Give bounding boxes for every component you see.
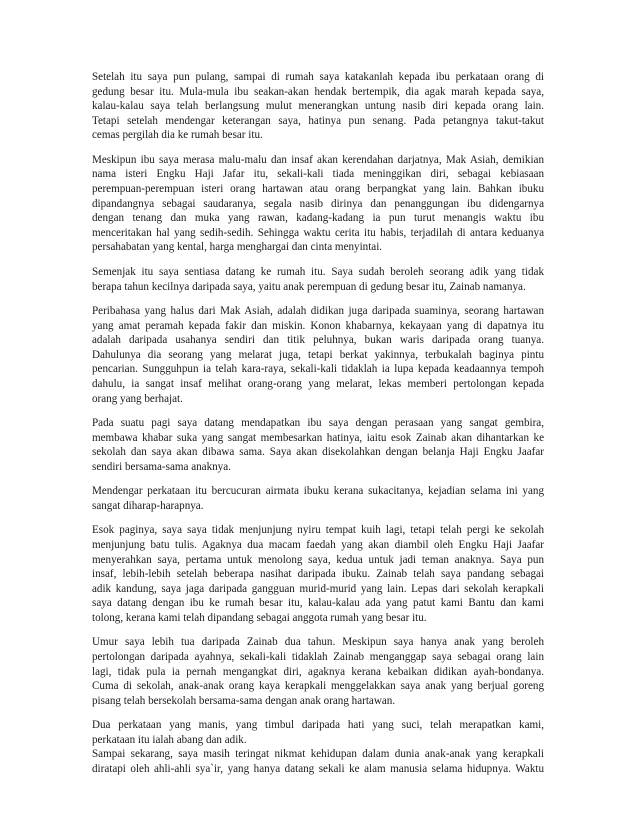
text-line: persahabatan yang kental, harga menghargai dan cinta menyintai. (92, 241, 383, 254)
paragraph (92, 718, 544, 776)
text-line: gedung besar itu. Mula-mula ibu seakan-akan hendak bertempik, dia agak marah kepada saya, (92, 85, 544, 98)
text-line: nama isteri Engku Haji Jafar itu, sekali-kali tiada meninggikan diri, sebagai kebiasaan (92, 168, 544, 181)
text-line: pertolongan daripada ayahnya, sekali-kali tidaklah Zainab menganggap saya sebagai orang lain (92, 651, 544, 664)
text-line: berapa tahun kecilnya daripada saya, yaitu anak perempuan di gedung besar itu, Zainab namanya. (92, 280, 526, 293)
text-line: Mendengar perkataan itu bercucuran airmata ibuku kerana sukacitanya, kejadian selama ini yang (92, 485, 544, 498)
text-line: sekolah dan saya akan dibawa sama. Saya akan disekolahkan dengan belanja Haji Engku Jaafar (92, 446, 544, 459)
text-line: Dahulunya dia seorang yang melarat juga, tetapi berkat yakinnya, terbukalah baginya pintu (92, 348, 544, 361)
text-line: orang yang berhajat. (92, 392, 183, 405)
text-line: menyerahkan saya, pertama untuk menolong saya, kedua untuk jadi teman anaknya. Saya pun (92, 553, 544, 566)
text-line: diratapi oleh ahli-ahli sya`ir, yang hanya datang sekali ke alam manusia selama hidupnya. Waktu (92, 763, 544, 776)
text-line: Pada suatu pagi saya datang mendapatkan ibu saya dengan perasaan yang sangat gembira, (92, 417, 544, 430)
text-line: insaf, lebih-lebih setelah beberapa nasihat daripada ibuku. Zainab telah saya pandang sebagai (92, 568, 544, 581)
text-line: Esok paginya, saya saya tidak menjunjung nyiru tempat kuih lagi, tetapi telah pergi ke sekolah (92, 524, 544, 537)
text-line: dengan tenang dan muka yang rawan, kadang-kadang ia pun turut menangis waktu ibu (92, 212, 544, 225)
text-line: pencarian. Sungguhpun ia telah kara-raya, sekali-kali tidaklah ia lupa kepada keadaannya tempoh (92, 363, 544, 376)
text-line: yang amat peramah kepada fakir dan miskin. Konon khabarnya, kekayaan yang di dapatnya itu (92, 319, 544, 332)
text-line: sangat diharap-harapnya. (92, 499, 204, 512)
text-line: cemas pergilah dia ke rumah besar itu. (92, 129, 263, 142)
paragraph (92, 416, 544, 474)
text-line: menceritakan hal yang sedih-sedih. Sehingga waktu cerita itu habis, terjadilah di antara keduanya (92, 226, 544, 239)
text-line: Umur saya lebih tua daripada Zainab dua tahun. Meskipun saya hanya anak yang beroleh (92, 636, 544, 649)
paragraph (92, 265, 544, 294)
paragraph (92, 484, 544, 513)
text-line: menjunjung batu tulis. Agaknya dua macam faedah yang akan diambil oleh Engku Haji Jaafar (92, 538, 544, 551)
text-line: Cuma di sekolah, anak-anak orang kaya kerapkali menggelakkan saya anak yang berjual goreng (92, 680, 544, 693)
text-line: adalah daripada usahanya sendiri dan titik peluhnya, bukan waris daripada orang tuanya. (92, 334, 544, 347)
text-line: saya datang dengan ibu ke rumah besar itu, kalau-kalau ada yang patut kami Bantu dan kami (92, 597, 544, 610)
text-line: sendiri bersama-sama anaknya. (92, 460, 231, 473)
paragraph (92, 304, 544, 406)
text-line: Setelah itu saya pun pulang, sampai di rumah saya katakanlah kepada ibu perkataan orang di (92, 71, 544, 83)
text-line: kalau-kalau saya telah berlangsung mulut menerangkan untung nasib diri kepada orang lain. (92, 100, 544, 113)
text-line: perempuan-perempuan isteri orang hartawan atau orang berpangkat yang lain. Bahkan ibuku (92, 183, 544, 196)
text-line: dahulu, ia sangat insaf melihat orang-orang yang melarat, lekas memberi pertolongan kepada (92, 377, 544, 390)
text-line: Meskipun ibu saya merasa malu-malu dan insaf akan kerendahan darjatnya, Mak Asiah, demikian (92, 153, 544, 166)
text-line: lagi, tidak pula ia pernah mengangkat diri, agaknya kerana kebaikan didikan ayah-bondanya. (92, 665, 544, 678)
text-line: Sampai sekarang, saya masih teringat nikmat kehidupan dalam dunia anak-anak yang kerapkali (92, 748, 544, 761)
paragraph (92, 635, 544, 708)
paragraph (92, 153, 544, 255)
text-line: pisang telah bersekolah bersama-sama dengan anak orang hartawan. (92, 694, 396, 707)
text-line: membawa khabar suka yang sangat membesarkan hatinya, iaitu esok Zainab akan dihantarkan ke (92, 431, 544, 444)
document-page (92, 70, 544, 777)
text-line: perkataan itu ialah abang dan adik. (92, 733, 247, 746)
text-line: Semenjak itu saya sentiasa datang ke rumah itu. Saya sudah beroleh seorang adik yang tidak (92, 265, 544, 278)
text-line: Dua perkataan yang manis, yang timbul daripada hati yang suci, telah merapatkan kami, (92, 719, 544, 732)
text-line: adik kandung, saya jaga daripada gangguan murid-murid yang lain. Lepas dari sekolah kerapkali (92, 582, 544, 595)
text-line: tolong, kerana kami telah dipandang sebagai anggota rumah yang besar itu. (92, 611, 427, 624)
text-line: Tetapi setelah mendengar keterangan saya, hatinya pun senang. Pada petangnya takut-takut (92, 114, 544, 127)
text-line: dipandangnya sebagai saudaranya, segala nasib dirinya dan penanggungan ibu didengarnya (92, 197, 544, 210)
text-line: Peribahasa yang halus dari Mak Asiah, adalah didikan juga daripada suaminya, seorang hartawan (92, 304, 544, 317)
paragraph (92, 70, 544, 143)
paragraph (92, 523, 544, 625)
